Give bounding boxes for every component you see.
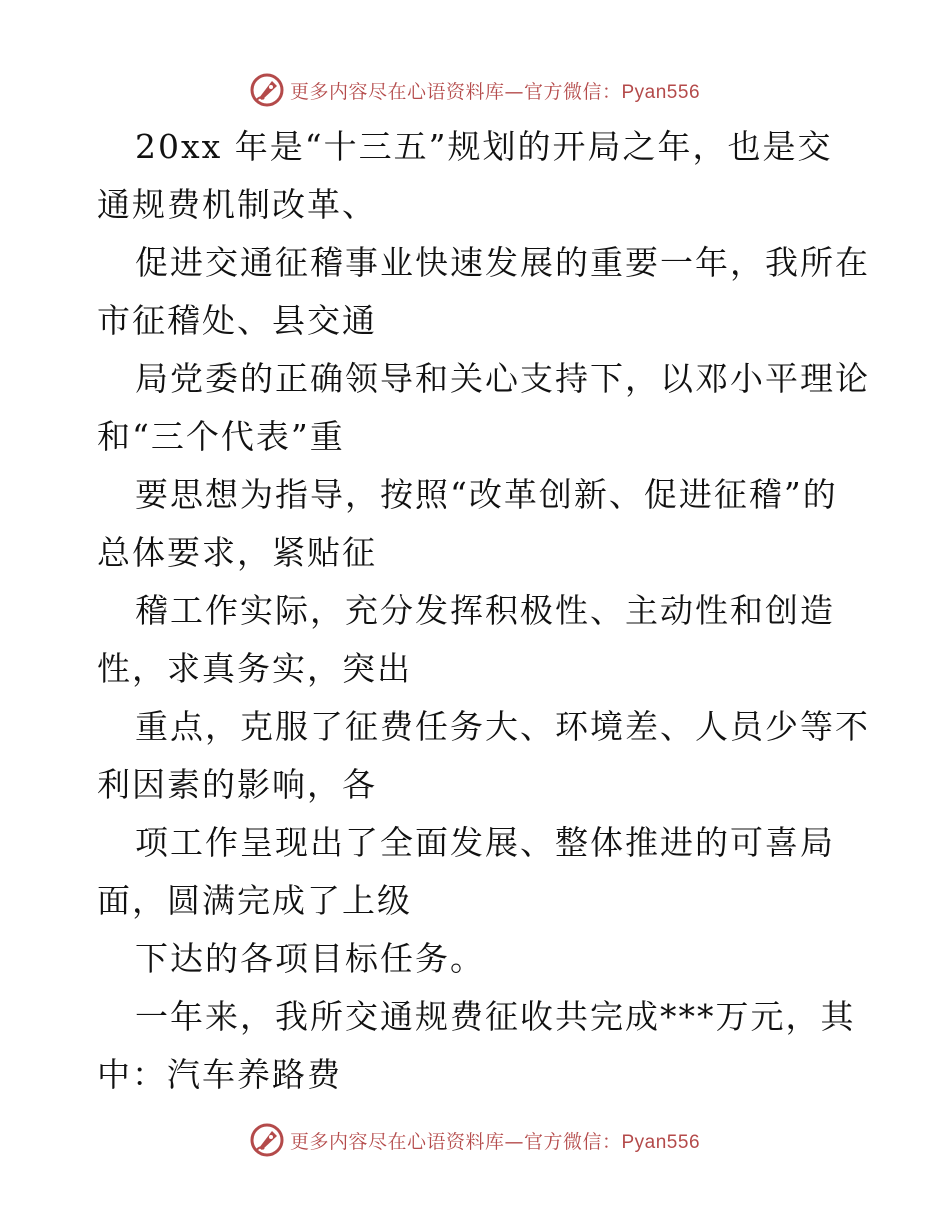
body-line: 要思想为指导，按照“改革创新、促进征稽”的 [135, 475, 838, 514]
header-banner-text [290, 77, 700, 104]
body-line: 利因素的影响，各 [97, 765, 377, 804]
body-line: 总体要求，紧贴征 [97, 533, 377, 572]
footer-banner-label: 更多内容尽在心语资料库—官方微信： [289, 1130, 622, 1153]
body-line: 一年来，我所交通规费征收共完成***万元，其 [135, 997, 856, 1036]
header-banner-wechat-id: Pyan556 [621, 81, 701, 103]
body-line: 中：汽车养路费 [97, 1055, 342, 1094]
header-banner-label: 更多内容尽在心语资料库—官方微信： [289, 80, 622, 103]
body-line: 面，圆满完成了上级 [97, 881, 412, 920]
body-line: 通规费机制改革、 [97, 185, 377, 224]
body-line: 局党委的正确领导和关心支持下，以邓小平理论 [135, 359, 870, 398]
document-body [97, 118, 870, 1104]
body-line: 市征稽处、县交通 [97, 301, 377, 340]
body-line: 下达的各项目标任务。 [135, 939, 485, 978]
body-line: 重点，克服了征费任务大、环境差、人员少等不 [135, 707, 870, 746]
footer-banner-text [290, 1127, 700, 1154]
footer-banner [0, 1120, 950, 1160]
body-line: 稽工作实际，充分发挥积极性、主动性和创造 [135, 591, 835, 630]
body-line: 项工作呈现出了全面发展、整体推进的可喜局 [135, 823, 835, 862]
pen-nib-logo-icon [250, 73, 284, 107]
body-line: 性，求真务实，突出 [97, 649, 412, 688]
body-line: 20xx 年是“十三五”规划的开局之年，也是交 [135, 127, 833, 166]
body-line: 促进交通征稽事业快速发展的重要一年，我所在 [135, 243, 870, 282]
body-line: 和“三个代表”重 [97, 417, 345, 456]
footer-banner-wechat-id: Pyan556 [621, 1131, 701, 1153]
header-banner [0, 70, 950, 110]
pen-nib-logo-icon [250, 1123, 284, 1157]
